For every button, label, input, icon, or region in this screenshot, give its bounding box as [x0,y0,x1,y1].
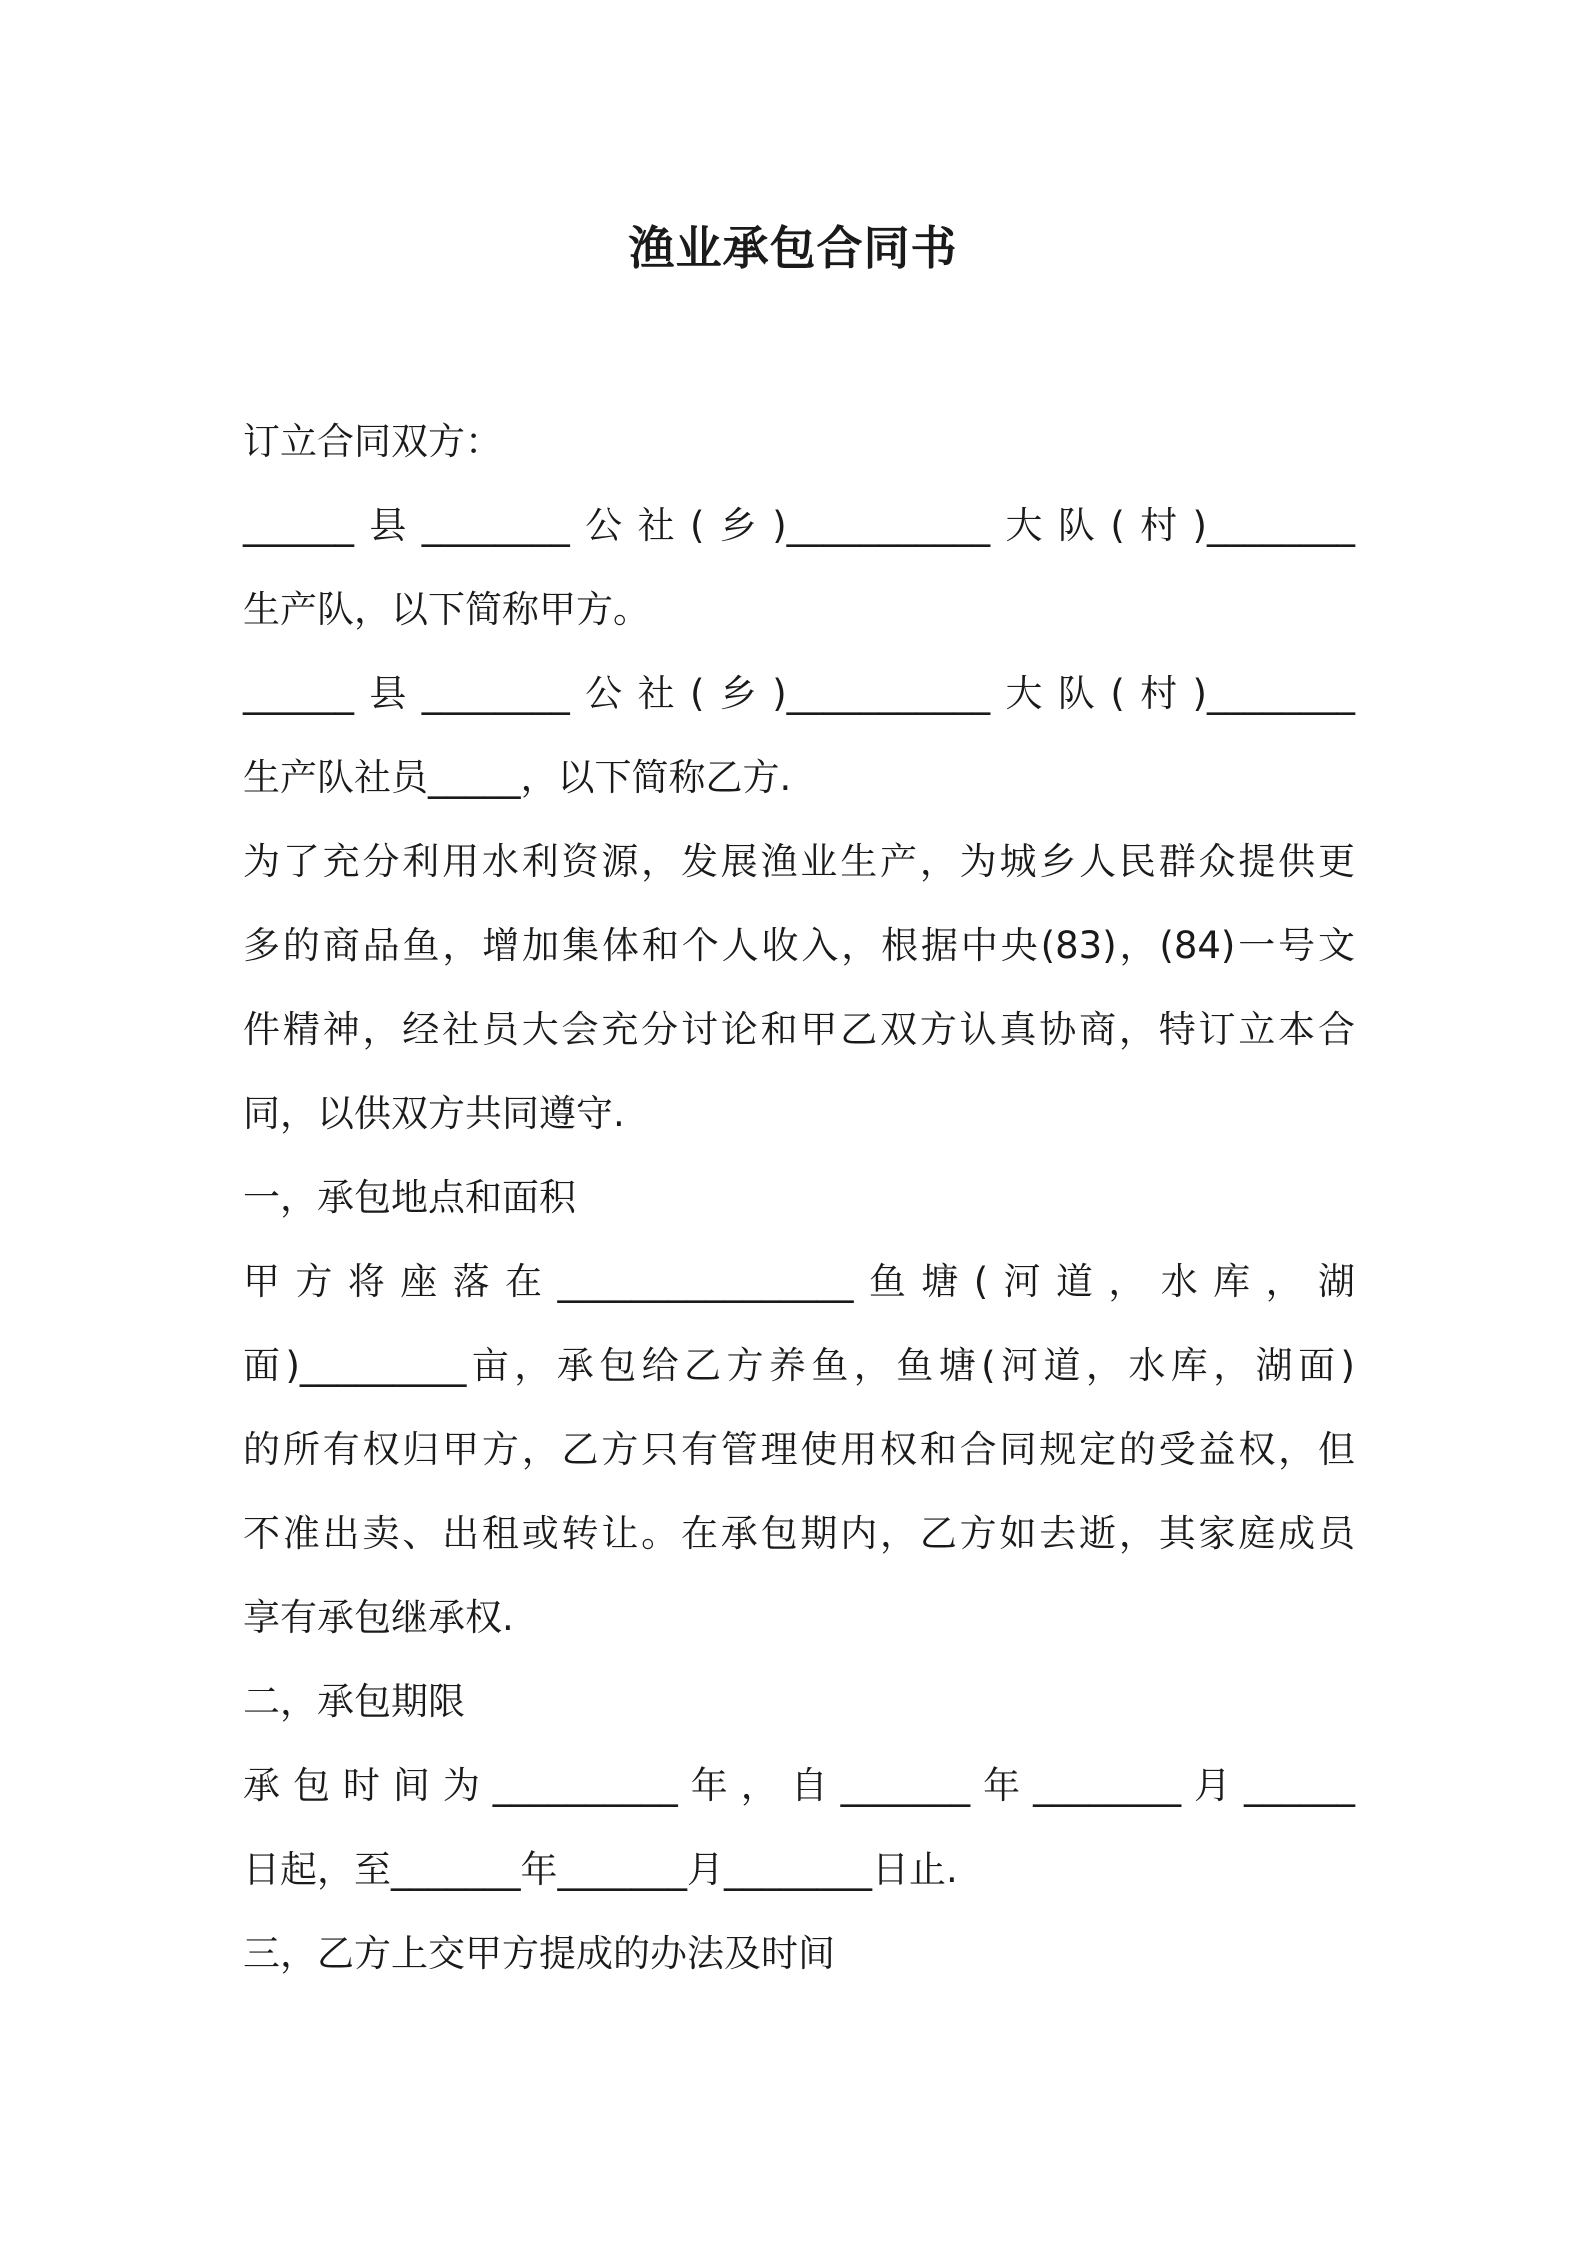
section-heading-location: 一，承包地点和面积 [243,1176,576,1219]
document-body [243,400,1355,1996]
party-b-address-line: ______县________公社(乡)___________大队(村)________ [243,672,1355,715]
section-2-line: 承包时间为__________年，自_______年________月______ [243,1764,1355,1807]
section-1-line: 不准出卖、出租或转让。在承包期内，乙方如去逝，其家庭成员 [243,1512,1355,1555]
party-a-address-line: ______县________公社(乡)___________大队(村)________ [243,504,1355,547]
section-1-line: 甲方将座落在________________鱼塘(河道，水库，湖 [243,1260,1355,1303]
section-2-line: 日起，至_______年_______月________日止. [243,1848,958,1891]
section-heading-payment: 三，乙方上交甲方提成的办法及时间 [243,1932,835,1975]
section-1-line: 面)_________亩，承包给乙方养鱼，鱼塘(河道，水库，湖面) [243,1344,1355,1387]
preamble-line: 同，以供双方共同遵守. [243,1092,625,1135]
preamble-line: 为了充分利用水利资源，发展渔业生产，为城乡人民群众提供更 [243,840,1355,883]
parties-heading: 订立合同双方： [243,420,502,463]
section-1-line: 享有承包继承权. [243,1596,514,1639]
party-a-name-line: 生产队，以下简称甲方。 [243,588,650,631]
party-b-name-line: 生产队社员_____，以下简称乙方. [243,756,792,799]
preamble-line: 多的商品鱼，增加集体和个人收入，根据中央(83)，(84)一号文 [243,924,1355,967]
preamble-line: 件精神，经社员大会充分讨论和甲乙双方认真协商，特订立本合 [243,1008,1355,1051]
section-heading-term: 二，承包期限 [243,1680,465,1723]
section-1-line: 的所有权归甲方，乙方只有管理使用权和合同规定的受益权，但 [243,1428,1355,1471]
document-title: 渔业承包合同书 [628,221,958,275]
